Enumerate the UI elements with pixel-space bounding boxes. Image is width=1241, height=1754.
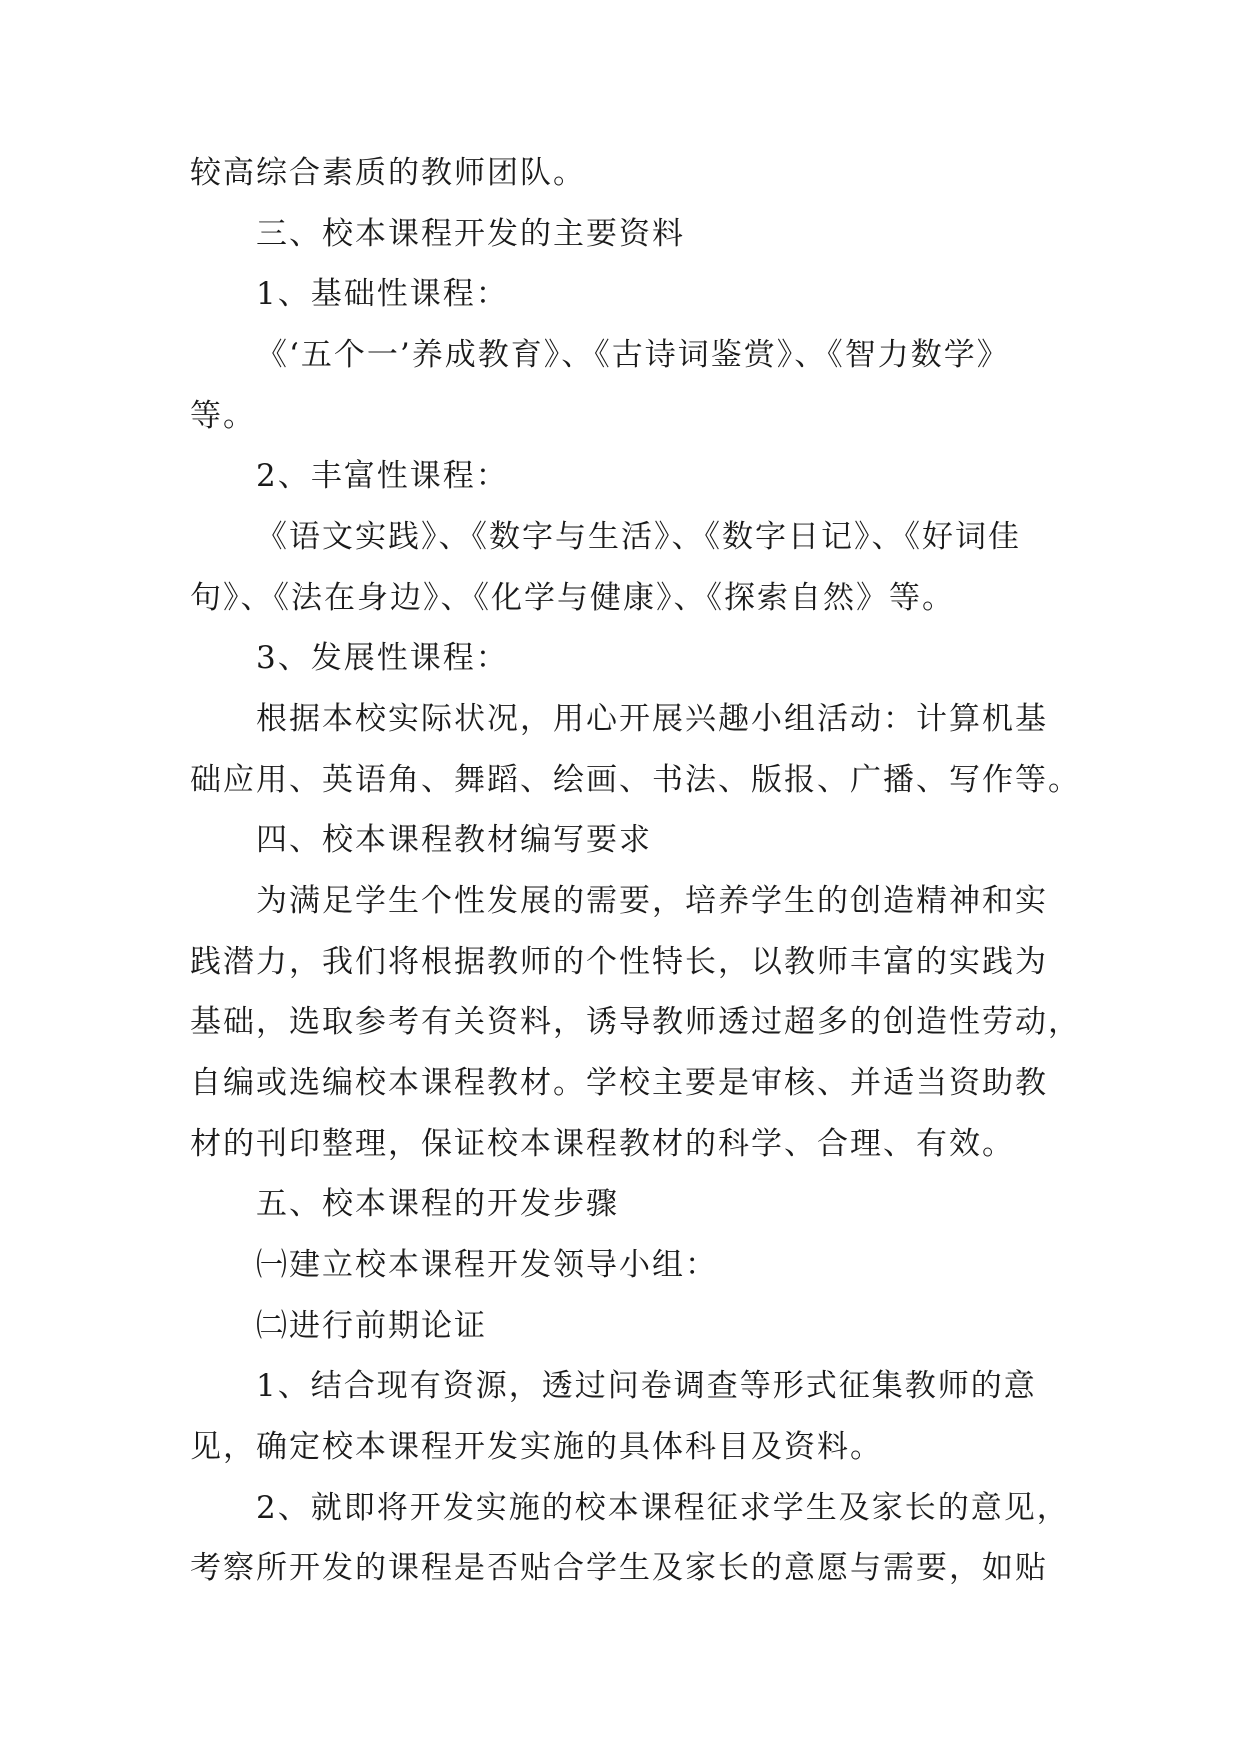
subsection-heading: 1、基础性课程：	[256, 276, 509, 312]
text-line: 为满足学生个性发展的需要，培养学生的创造精神和实	[256, 883, 1048, 919]
text-line: 考察所开发的课程是否贴合学生及家长的意愿与需要，如贴	[190, 1550, 1048, 1586]
text-line: 《语文实践》、《数字与生活》、《数字日记》、《好词佳	[256, 519, 1021, 555]
subsection-heading: ㈡进行前期论证	[256, 1308, 487, 1344]
text-line: 础应用、英语角、舞蹈、绘画、书法、版报、广播、写作等。	[190, 762, 1081, 798]
text-line: 句》、《法在身边》、《化学与健康》、《探索自然》等。	[190, 580, 955, 616]
text-line: 《‘五个一’养成教育》、《古诗词鉴赏》、《智力数学》	[256, 337, 1010, 373]
section-heading: 五、校本课程的开发步骤	[256, 1186, 619, 1222]
text-line: 基础，选取参考有关资料，诱导教师透过超多的创造性劳动，	[190, 1004, 1081, 1040]
text-line: 2、就即将开发实施的校本课程征求学生及家长的意见，	[256, 1490, 1070, 1526]
section-heading: 三、校本课程开发的主要资料	[256, 216, 685, 252]
subsection-heading: 2、丰富性课程：	[256, 458, 509, 494]
section-heading: 四、校本课程教材编写要求	[256, 822, 652, 858]
text-line: 自编或选编校本课程教材。学校主要是审核、并适当资助教	[190, 1065, 1048, 1101]
text-line: 1、结合现有资源，透过问卷调查等形式征集教师的意	[256, 1368, 1037, 1404]
text-line: 较高综合素质的教师团队。	[190, 155, 586, 191]
text-line: 践潜力，我们将根据教师的个性特长，以教师丰富的实践为	[190, 944, 1048, 980]
text-line: 见，确定校本课程开发实施的具体科目及资料。	[190, 1429, 883, 1465]
subsection-heading: ㈠建立校本课程开发领导小组：	[256, 1247, 718, 1283]
subsection-heading: 3、发展性课程：	[256, 640, 509, 676]
text-line: 等。	[190, 398, 256, 434]
text-line: 材的刊印整理，保证校本课程教材的科学、合理、有效。	[190, 1126, 1015, 1162]
text-line: 根据本校实际状况，用心开展兴趣小组活动：计算机基	[256, 701, 1048, 737]
